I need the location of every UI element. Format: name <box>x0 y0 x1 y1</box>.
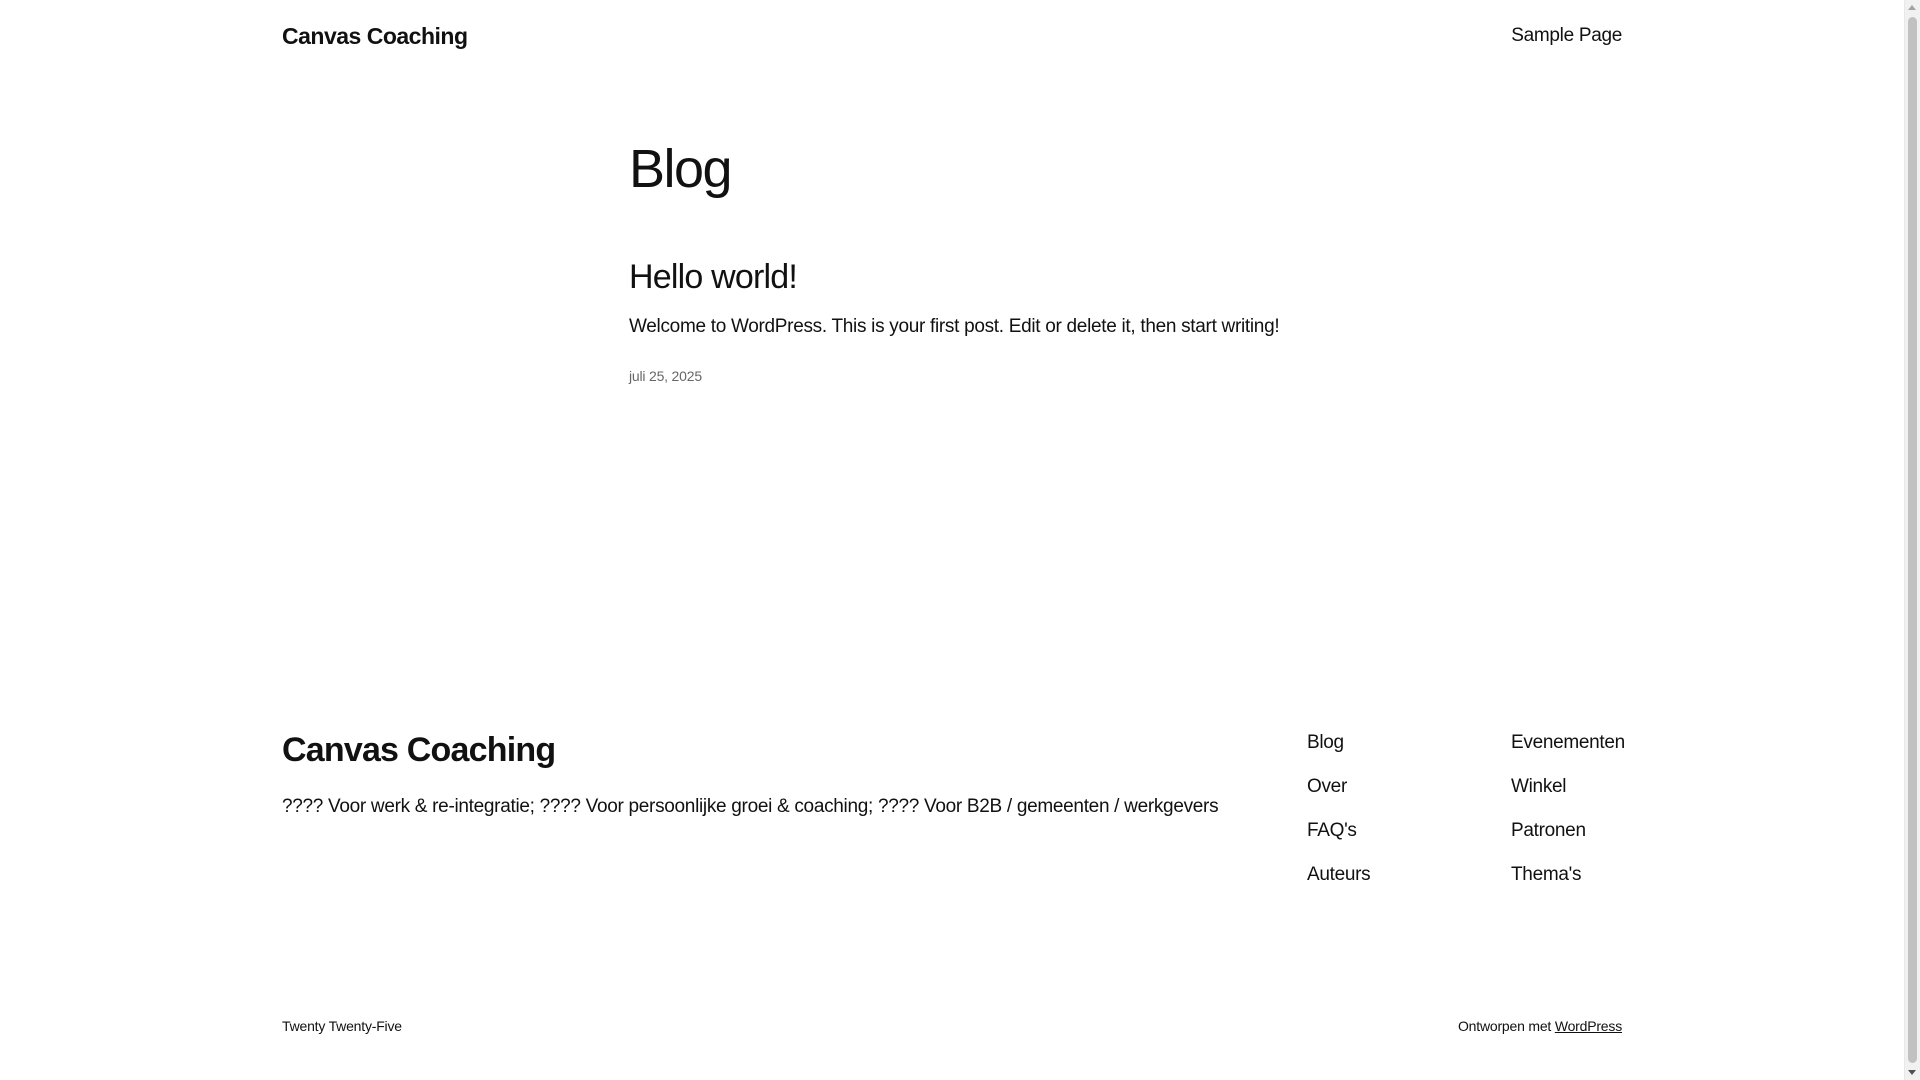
post-item <box>629 254 1329 384</box>
site-header <box>282 18 1622 54</box>
designed-with-prefix: Ontworpen met <box>1457 1018 1552 1034</box>
scrollbar-thumb[interactable] <box>1908 17 1917 1063</box>
post-title-link[interactable]: Hello world! <box>629 258 798 296</box>
nav-link-sample-page[interactable]: Sample Page <box>1511 25 1622 46</box>
footer-tagline: ???? Voor werk & re-integratie; ???? Voor persoonlijke groei & coaching; ???? Voor B2B / gemeenten / werkgevers <box>282 796 1219 817</box>
footer-link-themas[interactable]: Thema's <box>1511 864 1582 885</box>
footer-bottom <box>282 1018 1622 1034</box>
header-nav <box>1511 25 1622 47</box>
footer-link-auteurs[interactable]: Auteurs <box>1307 864 1371 885</box>
main-content <box>629 132 1329 384</box>
footer-site-title[interactable]: Canvas Coaching <box>282 731 556 769</box>
footer-link-patronen[interactable]: Patronen <box>1511 820 1586 841</box>
footer-link-winkel[interactable]: Winkel <box>1511 776 1567 797</box>
theme-credit: Twenty Twenty-Five <box>282 1018 402 1034</box>
post-date[interactable]: juli 25, 2025 <box>629 368 702 384</box>
vertical-scrollbar[interactable] <box>1904 0 1920 1080</box>
designed-with <box>1458 1018 1622 1034</box>
footer-link-evenementen[interactable]: Evenementen <box>1511 732 1625 753</box>
page-title: Blog <box>629 139 732 199</box>
footer-link-blog[interactable]: Blog <box>1307 732 1344 753</box>
post-excerpt: Welcome to WordPress. This is your first post. Edit or delete it, then start writing! <box>629 316 1280 337</box>
site-title-link[interactable]: Canvas Coaching <box>282 22 468 49</box>
footer-link-faqs[interactable]: FAQ's <box>1307 820 1357 841</box>
footer-nav-column-1 <box>1307 730 1370 906</box>
wordpress-link[interactable]: WordPress <box>1554 1018 1622 1034</box>
footer-brand <box>282 726 1218 820</box>
footer-nav-column-2 <box>1511 730 1625 906</box>
scroll-down-arrow-icon[interactable] <box>1908 1070 1916 1075</box>
scroll-up-arrow-icon[interactable] <box>1908 5 1916 10</box>
footer-link-over[interactable]: Over <box>1307 776 1347 797</box>
